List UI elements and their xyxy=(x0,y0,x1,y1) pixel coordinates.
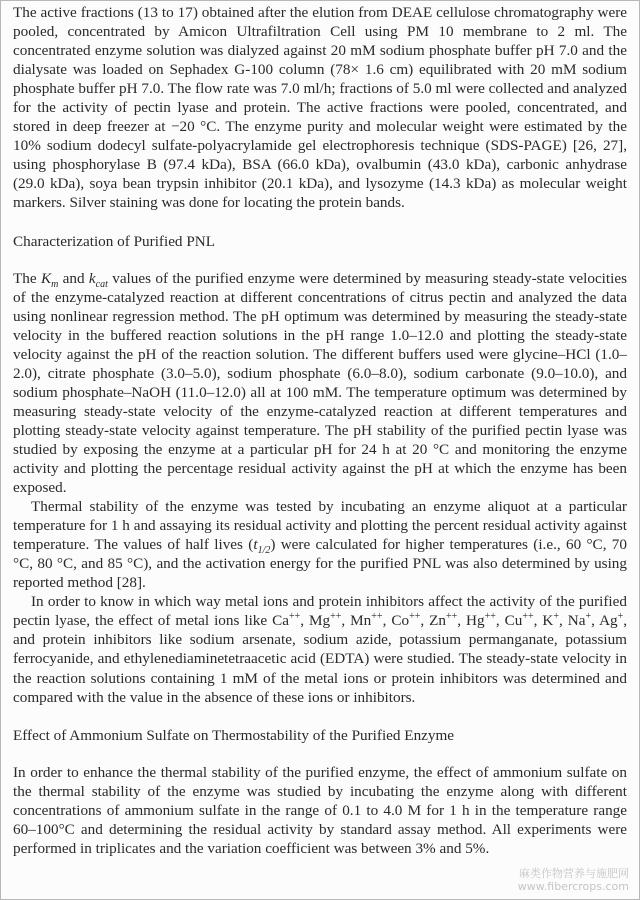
metal-ion: Hg++ xyxy=(466,611,496,630)
metal-ion: Mn++ xyxy=(350,611,383,630)
spacer xyxy=(13,213,627,232)
metal-ion: Mg++ xyxy=(309,611,342,630)
text-run: Thermal stability of the enzyme was tested by incubating an enzyme aliquot at a particular temperature for 1 h and assaying its residual activity and plotting the percent residual activity against temperature. The values of half lives ( xyxy=(13,498,627,554)
watermark-cn-text: 麻类作物营养与施肥网 xyxy=(519,867,629,880)
text-run: and xyxy=(58,269,89,287)
paragraph-kinetics xyxy=(13,269,627,498)
watermark xyxy=(518,867,629,893)
paragraph-thermal-stability xyxy=(13,497,627,592)
paragraph-ammonium-sulfate: In order to enhance the thermal stability of the purified enzyme, the effect of ammonium sulfate on the thermal stability of the enzyme was studied by incubating the enzyme along with different concentrations of ammonium sulfate in the range of 0.1 to 4.0 M for 1 h in the temperature range 60–100°C and determining the residual activity by standard assay method. All experiments were performed in triplicates and the variation coefficient was between 3% and 5%. xyxy=(13,763,627,857)
metal-ion: Zn++ xyxy=(429,611,458,630)
metal-ion: Ca++ xyxy=(272,611,301,630)
spacer xyxy=(13,707,627,726)
paragraph-gel-filtration: The active fractions (13 to 17) obtained after the elution from DEAE cellulose chromatography were pooled, concentrated by Amicon Ultrafiltration Cell using PM 10 membrane to 2 ml. The concentrated enzyme solution was dialyzed against 20 mM sodium phosphate buffer pH 7.0 and the dialysate was loaded on Sephadex G-100 column (78× 1.6 cm) equilibrated with 20 mM sodium phosphate buffer pH 7.0. The flow rate was 7.0 ml/h; fractions of 5.0 ml were collected and analyzed for the activity of pectin lyase and protein. The active fractions were pooled, concentrated, and stored in deep freezer at −20 °C. The enzyme purity and molecular weight were estimated by the 10% sodium dodecyl sulfate-polyacrylamide gel electrophoresis technique (SDS-PAGE) [26, 27], using phosphorylase B (97.4 kDa), BSA (66.0 kDa), ovalbumin (43.0 kDa), carbonic anhydrase (29.0 kDa), soya bean trypsin inhibitor (20.1 kDa), and lysozyme (14.3 kDa) as molecular weight markers. Silver staining was done for locating the protein bands. xyxy=(13,4,627,212)
text-run: values of the purified enzyme were determined by measuring steady-state velocities of the enzyme-catalyzed reaction at different concentrations of citrus pectin and analyzed the data using nonlinear regression method. The pH optimum was determined by measuring the steady-state velocity in the buffered reaction solutions in the pH range 1.0–12.0 and plotting the steady-state velocity against the pH of the reaction solution. The different buffers used were glycine–HCl (1.0–2.0), citrate phosphate (3.0–5.0), sodium phosphate (6.0–8.0), sodium carbonate (9.0–10.0), and sodium phosphate–NaOH (11.0–12.0) all at 100 mM. The temperature optimum was determined by measuring steady-state velocity of the enzyme-catalyzed reaction at different temperatures and plotting steady-state velocity against temperature. The pH stability of the purified pectin lyase was studied by exposing the enzyme at a particular pH for 24 h at 20 °C and monitoring the enzyme activity and plotting the percentage residual activity against the pH at which the enzyme has been exposed. xyxy=(13,269,627,497)
kcat-symbol: $k_{cat}$ xyxy=(88,269,108,290)
watermark-url: www.fibercrops.com xyxy=(517,880,629,893)
km-symbol: $K_m$ xyxy=(40,269,59,290)
text-run: and protein inhibitors like sodium arsenate, sodium azide, potassium permanganate, potassium ferrocyanide, and ethylenediaminetetraacetic acid (EDTA) were studied. The steady-state velocity in the reaction solutions containing 1 mM of the metal ions or protein inhibitors was determined and compared with the value in the absence of these ions or inhibitors. xyxy=(13,631,627,706)
metal-ion: Co++ xyxy=(391,611,421,630)
section-heading-ammonium-sulfate: Effect of Ammonium Sulfate on Thermostability of the Purified Enzyme xyxy=(13,726,455,744)
document-body xyxy=(13,3,627,858)
text-run: ) were calculated for higher temperatures (i.e., 60 °C, 70 °C, 80 °C, and 85 °C), and the activation energy for the purified PNL was also determined by using reported method [28]. xyxy=(13,536,627,592)
metal-ion: K+ xyxy=(542,611,560,630)
spacer xyxy=(13,745,627,763)
paragraph-metal-ions xyxy=(13,592,627,706)
spacer xyxy=(13,251,627,269)
metal-ion-list: Ca++, Mg++, Mn++, Co++, Zn++, Hg++, Cu++, K+, Na+, Ag+, xyxy=(272,611,628,630)
half-life-symbol: $t_{1/2}$ xyxy=(253,536,271,557)
metal-ion: Cu++ xyxy=(504,611,534,630)
text-run: The xyxy=(13,269,41,287)
text-run: In order to know in which way metal ions and protein inhibitors affect the activity of the purified pectin lyase, the effect of metal ions like xyxy=(13,593,627,630)
section-heading-characterization: Characterization of Purified PNL xyxy=(13,232,216,250)
metal-ion: Ag+ xyxy=(599,611,624,630)
metal-ion: Na+ xyxy=(567,611,592,630)
